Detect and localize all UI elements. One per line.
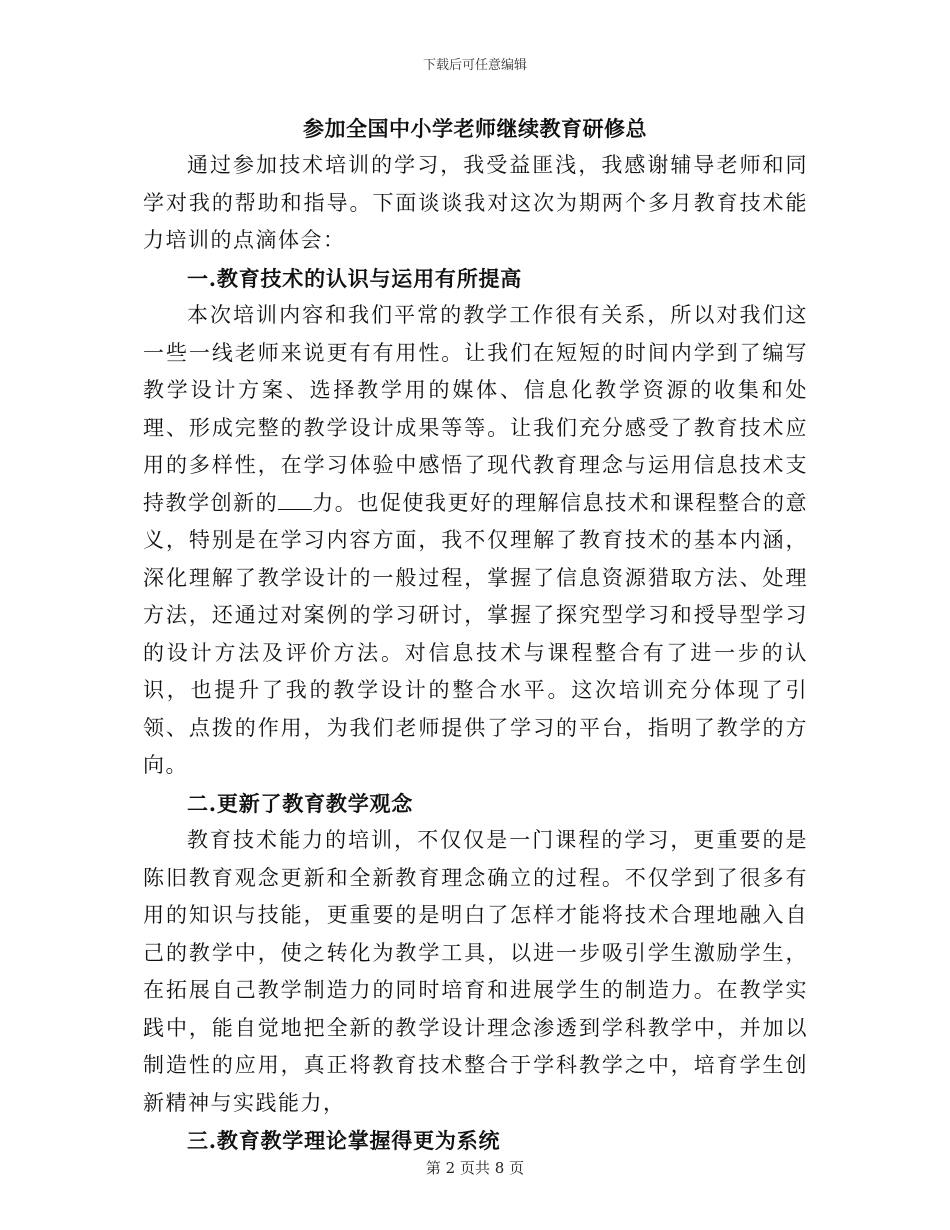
section-1-text-part1: 本次培训内容和我们平常的教学工作很有关系，所以对我们这一些一线老师来说更有有用性。让我们在短短的时间内学到了编写教学设计方案、选择教学用的媒体、信息化教学资源的收集和处理、形成完整的教学设计成果等等。让我们充分感受了教育技术应用的多样性，在学习体验中感悟了现代教育理念与运用信息技术支持教学创新的 xyxy=(143,303,808,515)
section-1-text-part2: 力。也促使我更好的理解信息技术和课程整合的意义，特别是在学习内容方面，我不仅理解了教育技术的基本内涵，深化理解了教学设计的一般过程，掌握了信息资源猎取方法、处理方法，还通过对案例的学习研讨，掌握了探究型学习和授导型学习的设计方法及评价方法。对信息技术与课程整合有了进一步的认识，也提升了我的教学设计的整合水平。这次培训充分体现了引领、点拨的作用，为我们老师提供了学习的平台，指明了教学的方向。 xyxy=(143,490,809,777)
page-header: 下载后可任意编辑 xyxy=(422,58,527,73)
intro-paragraph: 通过参加技术培训的学习，我受益匪浅，我感谢辅导老师和同学对我的帮助和指导。下面谈谈我对这次为期两个多月教育技术能力培训的点滴体会： xyxy=(143,153,808,252)
document-body xyxy=(143,147,808,1160)
document-title: 参加全国中小学老师继续教育研修总 xyxy=(303,116,647,141)
fill-in-blank xyxy=(278,489,312,510)
page-footer: 第 2 页共 8 页 xyxy=(425,1159,525,1177)
section-1-paragraph xyxy=(143,297,808,785)
section-heading-3: 三.教育教学理论掌握得更为系统 xyxy=(187,1128,501,1153)
section-heading-1: 一.教育技术的认识与运用有所提高 xyxy=(187,265,523,291)
section-2-paragraph: 教育技术能力的培训，不仅仅是一门课程的学习，更重要的是陈旧教育观念更新和全新教育理念确立的过程。不仅学到了很多有用的知识与技能，更重要的是明白了怎样才能将技术合理地融入自己的教学中，使之转化为教学工具，以进一步吸引学生激励学生，在拓展自己教学制造力的同时培育和进展学生的制造力。在教学实践中，能自觉地把全新的教学设计理念渗透到学科教学中，并加以制造性的应用，真正将教育技术整合于学科教学之中，培育学生创新精神与实践能力， xyxy=(143,828,808,1115)
section-heading-2: 二.更新了教育教学观念 xyxy=(187,790,414,816)
